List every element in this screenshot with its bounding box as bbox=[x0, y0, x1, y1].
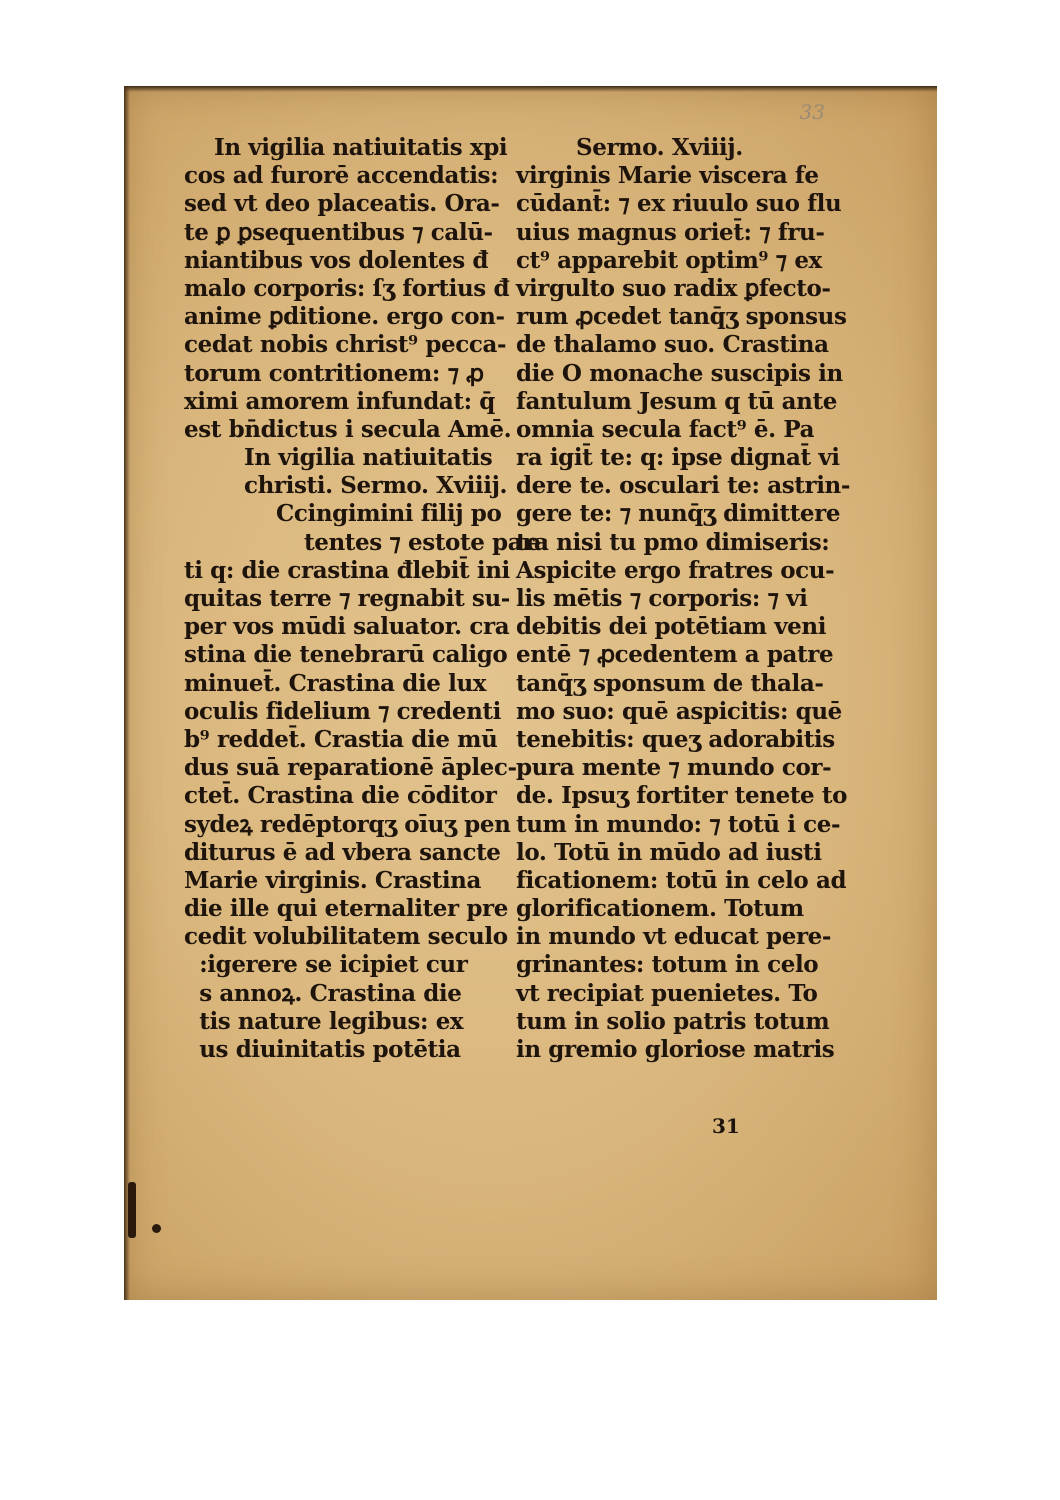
right-column-line: uius magnus oriet̄: ⁊ fru- bbox=[516, 218, 825, 246]
left-column-line: ti q: die crastina đlebit̄ ini bbox=[184, 556, 510, 584]
right-column-line: fantulum Jesum q tū ante bbox=[516, 387, 837, 415]
left-column-line: s annoꝝ. Crastina die bbox=[184, 979, 462, 1007]
right-column-line: mo suo: quē aspicitis: quē bbox=[516, 697, 842, 725]
left-column-line: :igerere se icipiet cur bbox=[184, 951, 468, 979]
left-column-line: die ille qui eternaliter pre bbox=[184, 895, 508, 923]
right-column-line: te: nisi tu pmo dimiseris: bbox=[516, 528, 830, 556]
left-column-line: quitas terre ⁊ regnabit su- bbox=[184, 585, 510, 612]
folio-number: 33 bbox=[799, 100, 825, 124]
right-column-line: in mundo vt educat pere- bbox=[516, 923, 832, 951]
left-column-line: tentes ⁊ estote para bbox=[304, 528, 549, 556]
right-column-line: omnia secula fact⁹ ē. Pa bbox=[516, 415, 815, 443]
left-column-line: stina die tenebrarū caligo bbox=[184, 641, 508, 669]
right-column-line: gere te: ⁊ nunq̄ʒ dimittere bbox=[516, 500, 841, 528]
left-column-line: Marie virginis. Crastina bbox=[184, 866, 481, 894]
manuscript-page bbox=[124, 86, 937, 1300]
left-column-line: ctet̄. Crastina die cōditor bbox=[184, 782, 497, 810]
left-column-line: dus suā reparationē āplec- bbox=[184, 754, 517, 782]
right-column-line: pura mente ⁊ mundo cor- bbox=[516, 754, 832, 782]
right-column-line: in gremio gloriose matris bbox=[516, 1036, 835, 1063]
right-column-line: de thalamo suo. Crastina bbox=[516, 331, 829, 359]
signature-mark: 31 bbox=[712, 1114, 740, 1138]
right-column-line: virginis Marie viscera fe bbox=[516, 162, 819, 190]
ink-stain bbox=[124, 1176, 164, 1246]
left-column-line: est bn̄dictus i secula Amē. bbox=[184, 415, 512, 443]
right-column-line: tanq̄ʒ sponsum de thala- bbox=[516, 669, 824, 697]
left-column-line: oculis fidelium ⁊ credenti bbox=[184, 697, 501, 725]
left-column-line: sydeꝝ redēptorqʒ oīuʒ pen bbox=[184, 810, 511, 838]
left-column-line: christi. Sermo. Xviiij. bbox=[244, 472, 508, 500]
left-column-line: niantibus vos dolentes đ bbox=[184, 246, 489, 274]
right-column-line: Aspicite ergo fratres ocu- bbox=[516, 556, 835, 584]
left-column-line: Ccingimini filij po bbox=[276, 500, 502, 528]
left-column-line: sed vt deo placeatis. Ora- bbox=[184, 190, 500, 218]
left-column-line: torum contritionem: ⁊ ꝓ bbox=[184, 359, 484, 387]
right-column-line: die O monache suscipis in bbox=[516, 359, 843, 387]
left-column-line: us diuinitatis potētia bbox=[184, 1036, 461, 1063]
page-edge-top bbox=[124, 86, 937, 92]
left-text-column bbox=[184, 134, 549, 1064]
left-column-line: minuet̄. Crastina die lux bbox=[184, 669, 487, 697]
left-column-line: b⁹ reddet̄. Crastia die mū bbox=[184, 725, 498, 753]
left-column-line: diturus ē ad vbera sancte bbox=[184, 838, 501, 866]
right-column-line: tum in solio patris totum bbox=[516, 1007, 830, 1035]
right-column-line: tenebitis: queʒ adorabitis bbox=[516, 725, 835, 753]
page-edge-left bbox=[124, 86, 130, 1300]
right-column-line: lo. Totū in mūdo ad iusti bbox=[516, 838, 822, 866]
right-column-line: tum in mundo: ⁊ totū i ce- bbox=[516, 810, 841, 838]
left-column-line: cos ad furorē accendatis: bbox=[184, 162, 499, 190]
right-column-line: ra igit̄ te: q: ipse dignat̄ vi bbox=[516, 444, 840, 472]
right-column-line: cūdant̄: ⁊ ex riuulo suo flu bbox=[516, 190, 842, 218]
left-column-line: te ꝑ ꝑsequentibus ⁊ calū- bbox=[184, 218, 493, 246]
left-column-line: cedit volubilitatem seculo bbox=[184, 923, 508, 951]
right-column-line: rum ꝓcedet tanq̄ʒ sponsus bbox=[516, 303, 847, 331]
right-column-line: ct⁹ apparebit optim⁹ ⁊ ex bbox=[516, 246, 822, 274]
left-column-line: cedat nobis christ⁹ pecca- bbox=[184, 331, 507, 359]
left-column-line: malo corporis: ſʒ fortius đ bbox=[184, 274, 510, 302]
right-column-line: grinantes: totum in celo bbox=[516, 951, 819, 979]
right-column-line: dere te. osculari te: astrin- bbox=[516, 472, 851, 500]
left-column-line: In vigilia natiuitatis bbox=[244, 444, 493, 472]
left-column-line: In vigilia natiuitatis xpi bbox=[214, 134, 508, 161]
right-column-line: virgulto suo radix ꝑfecto- bbox=[516, 274, 831, 302]
right-column-line: lis mētis ⁊ corporis: ⁊ vi bbox=[516, 585, 808, 612]
right-column-line: debitis dei potētiam veni bbox=[516, 613, 827, 641]
left-column-line: ximi amorem infundat: q̄ bbox=[184, 387, 495, 415]
right-column-line: glorificationem. Totum bbox=[516, 895, 804, 923]
right-column-line: ficationem: totū in celo ad bbox=[516, 866, 847, 894]
left-column-line: anime ꝑditione. ergo con- bbox=[184, 303, 505, 331]
right-column-line: entē ⁊ ꝓcedentem a patre bbox=[516, 641, 834, 669]
left-column-line: per vos mūdi saluator. cra bbox=[184, 613, 510, 641]
left-column-line: tis nature legibus: ex bbox=[184, 1007, 464, 1035]
right-column-line: vt recipiat puenietes. To bbox=[516, 979, 818, 1007]
right-column-line: Sermo. Xviiij. bbox=[576, 134, 743, 161]
right-text-column bbox=[516, 134, 851, 1064]
right-column-line: de. Ipsuʒ fortiter tenete to bbox=[516, 782, 848, 810]
